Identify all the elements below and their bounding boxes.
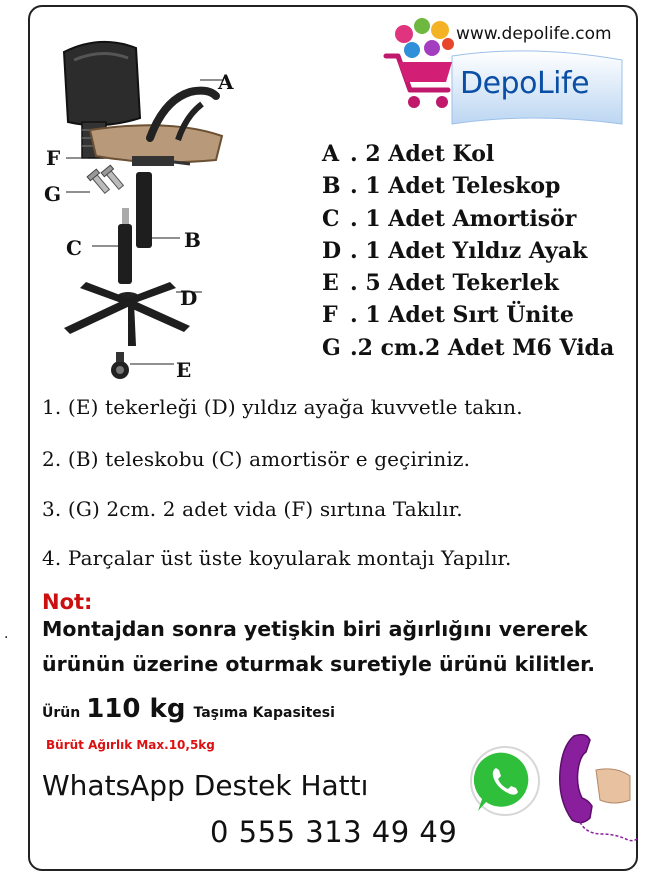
diagram-label-a: A	[218, 70, 234, 94]
support-phone[interactable]: 0 555 313 49 49	[210, 815, 458, 849]
note-line-2: ürünün üzerine oturmak suretiyle ürünü kilitler.	[42, 652, 596, 676]
website-url[interactable]: www.depolife.com	[456, 24, 612, 44]
parts-list-item: C . 1 Adet Amortisör	[322, 205, 577, 232]
diagram-label-e: E	[176, 358, 192, 382]
chair-diagram	[40, 30, 320, 390]
assembly-step-4: 4. Parçalar üst üste koyularak montajı Yapılır.	[42, 546, 512, 570]
parts-list-item: G .2 cm.2 Adet M6 Vida	[322, 334, 615, 361]
whatsapp-icon[interactable]	[466, 744, 544, 822]
diagram-label-g: G	[44, 182, 62, 206]
diagram-label-f: F	[46, 146, 61, 170]
support-title: WhatsApp Destek Hattı	[42, 769, 369, 802]
diagram-label-c: C	[66, 236, 82, 260]
logo-wordmark: DepoLife	[460, 66, 590, 101]
capacity-suffix: Taşıma Kapasitesi	[193, 705, 335, 721]
note-title: Not:	[42, 590, 93, 614]
assembly-step-2: 2. (B) teleskobu (C) amortisör e geçiriniz.	[42, 447, 471, 471]
parts-list-item: D . 1 Adet Yıldız Ayak	[322, 237, 588, 264]
assembly-step-1: 1. (E) tekerleği (D) yıldız ayağa kuvvetle takın.	[42, 395, 523, 419]
capacity-prefix: Ürün	[42, 705, 81, 721]
depolife-logo	[382, 16, 630, 128]
capacity-line	[42, 694, 335, 724]
telephone-handset-icon	[556, 730, 640, 846]
parts-list-item: B . 1 Adet Teleskop	[322, 173, 561, 200]
parts-list	[322, 138, 614, 364]
diagram-label-b: B	[184, 228, 201, 252]
diagram-label-d: D	[180, 286, 198, 310]
parts-list-item: F . 1 Adet Sırt Ünite	[322, 302, 574, 329]
stray-mark: .	[4, 626, 9, 642]
parts-list-item: E . 5 Adet Tekerlek	[322, 270, 559, 297]
assembly-step-3: 3. (G) 2cm. 2 adet vida (F) sırtına Takılır.	[42, 497, 463, 521]
gross-weight: Bürüt Ağırlık Max.10,5kg	[46, 738, 215, 752]
note-line-1: Montajdan sonra yetişkin biri ağırlığını vererek	[42, 617, 588, 641]
capacity-value: 110 kg	[86, 694, 186, 724]
parts-list-item: A . 2 Adet Kol	[322, 141, 495, 167]
